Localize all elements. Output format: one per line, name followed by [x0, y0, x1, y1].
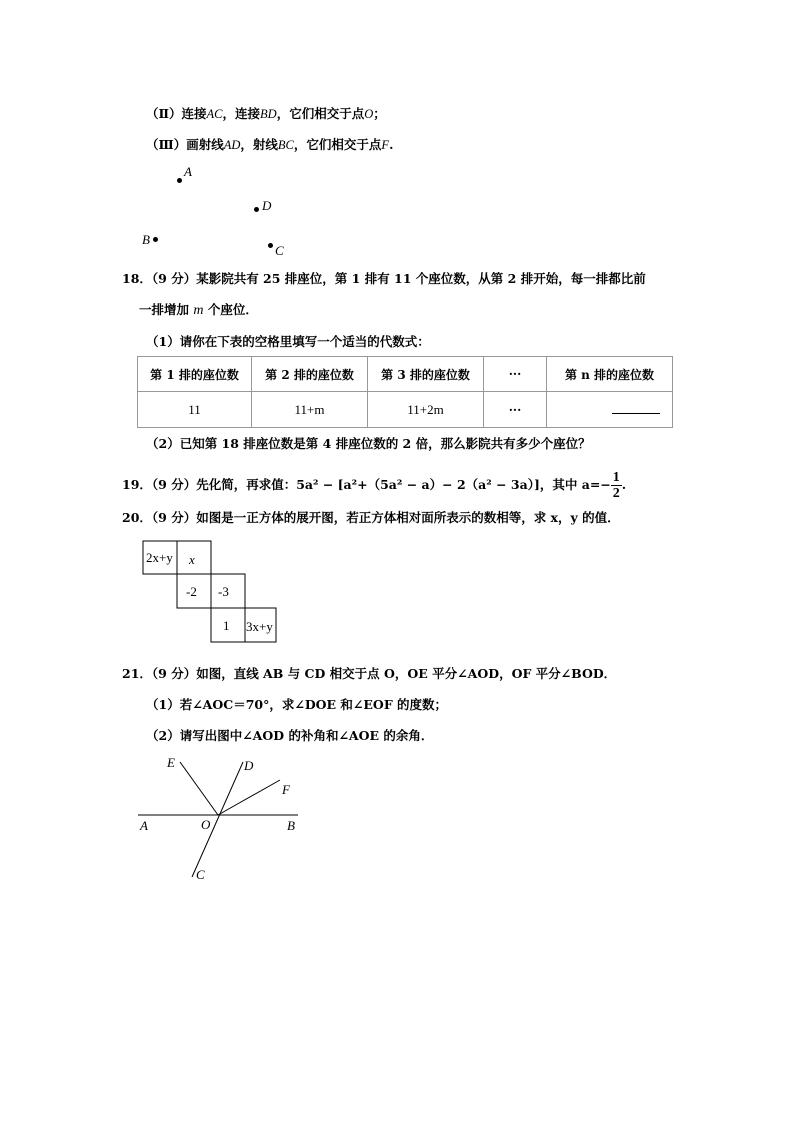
q20-line: 20．（9 分）如图是一正方体的展开图，若正方体相对面所表示的数相等，求 x，y 的值．: [122, 510, 620, 525]
q21-line1: 21．（9 分）如图，直线 AB 与 CD 相交于点 O，OE 平分∠AOD，OF 平分∠BOD．: [122, 666, 617, 681]
point-c-dot: [268, 243, 273, 248]
net-text-2: x: [189, 552, 195, 567]
cell-row2: 11+m: [252, 392, 368, 428]
q21-part1: （1）若∠AOC＝70°，求∠DOE 和∠EOF 的度数；: [146, 697, 448, 712]
q18-line1: 18．（9 分）某影院共有 25 排座位，第 1 排有 11 个座位数，从第 2 排开始，每一排都比前: [122, 271, 646, 286]
q18-part2: （2）已知第 18 排座位数是第 4 排座位数的 2 倍，那么影院共有多少个座位？: [146, 436, 591, 451]
line-cd: [192, 762, 243, 877]
net-text-1: 2x+y: [146, 550, 173, 565]
label-b: B: [287, 818, 295, 833]
label-d: D: [244, 758, 254, 773]
ray-oe: [180, 762, 218, 815]
net-text-6: 3x+y: [246, 619, 273, 634]
cell-row1: 11: [138, 392, 252, 428]
label-e: E: [167, 755, 175, 770]
header-row-n: 第 n 排的座位数: [547, 357, 673, 392]
cell-row-n: [547, 392, 673, 428]
header-row1: 第 1 排的座位数: [138, 357, 252, 392]
net-text-5: 1: [223, 618, 230, 633]
label-f: F: [282, 782, 290, 797]
point-b-dot: [153, 237, 158, 242]
q19-line: 19．（9 分）先化简，再求值：5a² − [a²+（5a² − a）− 2（a² − 3a）]，其中 a=− $\frac{1}{2}$ .: [122, 470, 627, 501]
header-row2: 第 2 排的座位数: [252, 357, 368, 392]
net-text-4: -3: [218, 584, 229, 599]
point-a-label: A: [184, 164, 192, 179]
q18-part1: （1）请你在下表的空格里填写一个适当的代数式：: [146, 334, 430, 349]
q18-line2: 一排增加 m 个座位．: [139, 302, 258, 318]
point-d-dot: [254, 207, 259, 212]
point-c-label: C: [275, 243, 284, 258]
label-o: O: [201, 817, 211, 832]
net-text-3: -2: [186, 584, 197, 599]
point-a-dot: [177, 178, 182, 183]
q17-step2: （Ⅱ）连接AC，连接BD，它们相交于点O；: [146, 106, 386, 121]
q21-part2: （2）请写出图中∠AOD 的补角和∠AOE 的余角．: [146, 728, 434, 743]
q17-step3: （Ⅲ）画射线AD，射线BC，它们相交于点F.: [146, 137, 394, 152]
cell-ellipsis: ···: [484, 392, 547, 428]
point-b-label: B: [142, 232, 150, 247]
label-c: C: [196, 867, 205, 882]
angle-figure: [130, 750, 310, 885]
fraction-one-half: $\frac{1}{2}$: [612, 470, 620, 501]
cube-net-figure: [140, 538, 280, 646]
label-a: A: [140, 818, 148, 833]
point-d-label: D: [262, 198, 272, 213]
answer-blank: [612, 403, 660, 414]
header-row3: 第 3 排的座位数: [368, 357, 484, 392]
header-ellipsis: ···: [484, 357, 547, 392]
cell-row3: 11+2m: [368, 392, 484, 428]
seat-table: [137, 356, 673, 428]
